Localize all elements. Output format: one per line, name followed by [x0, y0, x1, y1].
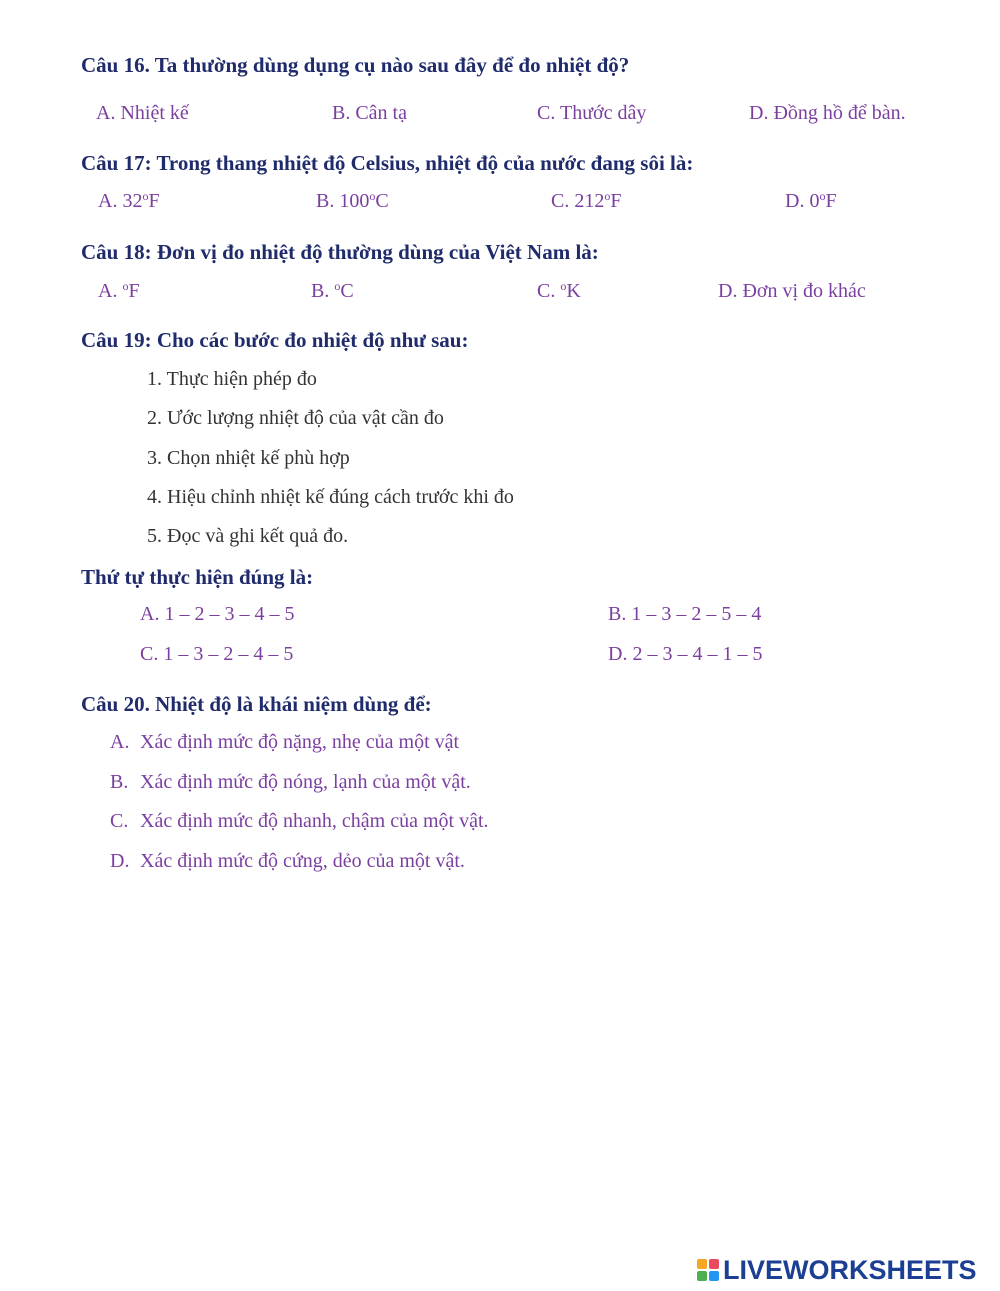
q18-option-a[interactable]: A. $^o$F — [98, 279, 140, 302]
q20-option-c[interactable]: C. Xác định mức độ nhanh, chậm của một vật. — [110, 810, 489, 832]
q20-option-a[interactable]: A. Xác định mức độ nặng, nhẹ của một vật — [110, 731, 460, 753]
brand-name: LIVEWORKSHEETS — [723, 1254, 977, 1285]
q19-order-title: Thứ tự thực hiện đúng là: — [81, 565, 314, 589]
q20-option-b[interactable]: B. Xác định mức độ nóng, lạnh của một vật. — [110, 771, 471, 793]
liveworksheets-icon — [697, 1259, 719, 1281]
q20-option-d[interactable]: D. Xác định mức độ cứng, dẻo của một vật. — [110, 850, 465, 872]
q19-option-c[interactable]: C. 1 – 3 – 2 – 4 – 5 — [140, 643, 294, 665]
q19-step-1: 1. Thực hiện phép đo — [147, 368, 317, 390]
q19-step-5: 5. Đọc và ghi kết quả đo. — [147, 525, 349, 547]
logo-square — [697, 1271, 707, 1281]
q17-option-d[interactable]: D. 0$^o$F — [785, 189, 837, 212]
logo-square — [709, 1259, 719, 1269]
question-16-title: Câu 16. Ta thường dùng dụng cụ nào sau đây để đo nhiệt độ? — [81, 53, 630, 77]
q19-option-a[interactable]: A. 1 – 2 – 3 – 4 – 5 — [140, 603, 295, 625]
q19-option-d[interactable]: D. 2 – 3 – 4 – 1 – 5 — [608, 643, 763, 665]
q19-option-b[interactable]: B. 1 – 3 – 2 – 5 – 4 — [608, 603, 762, 625]
logo-square — [709, 1271, 719, 1281]
question-18-title: Câu 18: Đơn vị đo nhiệt độ thường dùng của Việt Nam là: — [81, 240, 599, 264]
q19-step-4: 4. Hiệu chỉnh nhiệt kế đúng cách trước khi đo — [147, 486, 514, 508]
q16-option-b[interactable]: B. Cân tạ — [332, 102, 407, 124]
q17-option-c[interactable]: C. 212$^o$F — [551, 189, 622, 212]
liveworksheets-logo — [697, 1254, 977, 1285]
logo-square — [697, 1259, 707, 1269]
q17-option-a[interactable]: A. 32$^o$F — [98, 189, 160, 212]
question-19-title: Câu 19: Cho các bước đo nhiệt độ như sau: — [81, 328, 469, 352]
q16-option-a[interactable]: A. Nhiệt kế — [96, 102, 189, 124]
q18-option-d[interactable]: D. Đơn vị đo khác — [718, 280, 866, 302]
question-17-title: Câu 17: Trong thang nhiệt độ Celsius, nhiệt độ của nước đang sôi là: — [81, 151, 694, 175]
question-20-title: Câu 20. Nhiệt độ là khái niệm dùng để: — [81, 692, 432, 716]
q19-step-2: 2. Ước lượng nhiệt độ của vật cần đo — [147, 407, 444, 429]
q18-option-b[interactable]: B. $^o$C — [311, 279, 354, 302]
q18-option-c[interactable]: C. $^o$K — [537, 279, 581, 302]
q16-option-c[interactable]: C. Thước dây — [537, 102, 647, 124]
q17-option-b[interactable]: B. 100$^o$C — [316, 189, 389, 212]
q19-step-3: 3. Chọn nhiệt kế phù hợp — [147, 447, 350, 469]
q16-option-d[interactable]: D. Đồng hồ để bàn. — [749, 102, 906, 124]
